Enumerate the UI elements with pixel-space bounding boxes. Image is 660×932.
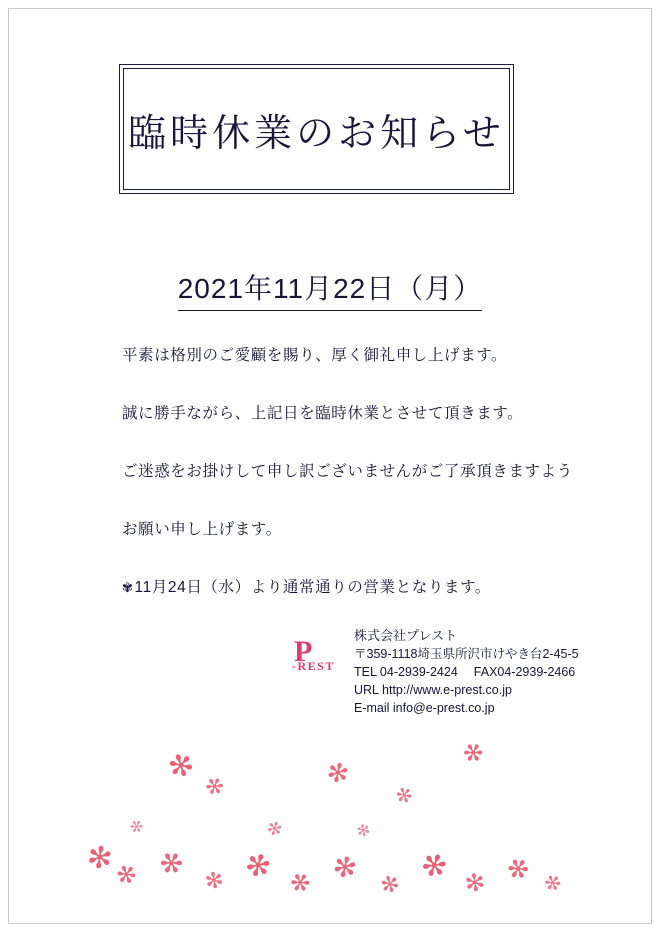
note-text: 11月24日（水）より通常通りの営業となります。 [134, 579, 491, 597]
maple-leaf-icon: ✻ [164, 746, 199, 787]
body-text [122, 344, 592, 600]
maple-leaf-icon: ✻ [355, 821, 372, 842]
flower-icon: ✾ [122, 580, 134, 596]
maple-leaf-icon: ✻ [240, 846, 275, 887]
closure-date: 2021年11月22日（月） [178, 267, 483, 311]
paragraph-3: ご迷惑をお掛けして申し訳ございませんがご了承頂きますよう [122, 463, 573, 481]
maple-leaf-icon: ✻ [112, 859, 142, 892]
title-box [119, 64, 514, 194]
company-details [354, 627, 622, 717]
maple-leaf-icon: ✻ [153, 844, 189, 883]
prest-logo [292, 637, 354, 683]
maple-leaf-icon: ✻ [389, 782, 417, 810]
page-title: 臨時休業のお知らせ [128, 112, 505, 155]
company-name: 株式会社プレスト [354, 628, 458, 643]
date-line [9, 267, 651, 311]
company-fax: FAX04-2939-2466 [473, 665, 576, 680]
company-address: 〒359-1118埼玉県所沢市けやき台2-45-5 [354, 647, 579, 662]
notice-page [8, 8, 652, 924]
maple-leaf-icon: ✻ [126, 816, 146, 839]
paragraph-2: 誠に勝手ながら、上記日を臨時休業とさせて頂きます。 [122, 405, 524, 423]
note-line [122, 576, 592, 600]
maple-leaf-icon: ✻ [200, 771, 229, 802]
maple-leaf-icon: ✻ [500, 850, 536, 888]
company-footer [292, 627, 622, 717]
maple-leaf-icon: ✻ [264, 817, 285, 841]
maple-leaf-icon: ✻ [463, 868, 487, 899]
maple-leaf-icon: ✻ [329, 849, 360, 886]
maple-leaf-icon: ✻ [415, 846, 452, 887]
maple-leaf-icon: ✻ [377, 869, 403, 900]
maple-leaf-icon: ✻ [202, 866, 226, 895]
logo-letter-p: P [294, 635, 313, 668]
company-tel: TEL 04-2939-2424 [354, 665, 458, 680]
maple-leaf-icon: ✻ [541, 870, 566, 898]
paragraph-1: 平素は格別のご愛顧を賜り、厚く御礼申し上げます。 [122, 347, 508, 364]
company-phone-line [354, 664, 622, 682]
maple-leaf-icon: ✻ [458, 736, 490, 771]
maple-leaf-decoration [9, 724, 652, 904]
paragraph-4: お願い申し上げます。 [122, 521, 282, 539]
company-email[interactable]: E-mail info@e-prest.co.jp [354, 700, 495, 715]
maple-leaf-icon: ✻ [324, 756, 352, 790]
logo-wordmark: -REST [292, 659, 335, 673]
maple-leaf-icon: ✻ [285, 866, 317, 901]
maple-leaf-icon: ✻ [84, 840, 115, 877]
company-url[interactable]: URL http://www.e-prest.co.jp [354, 682, 512, 697]
